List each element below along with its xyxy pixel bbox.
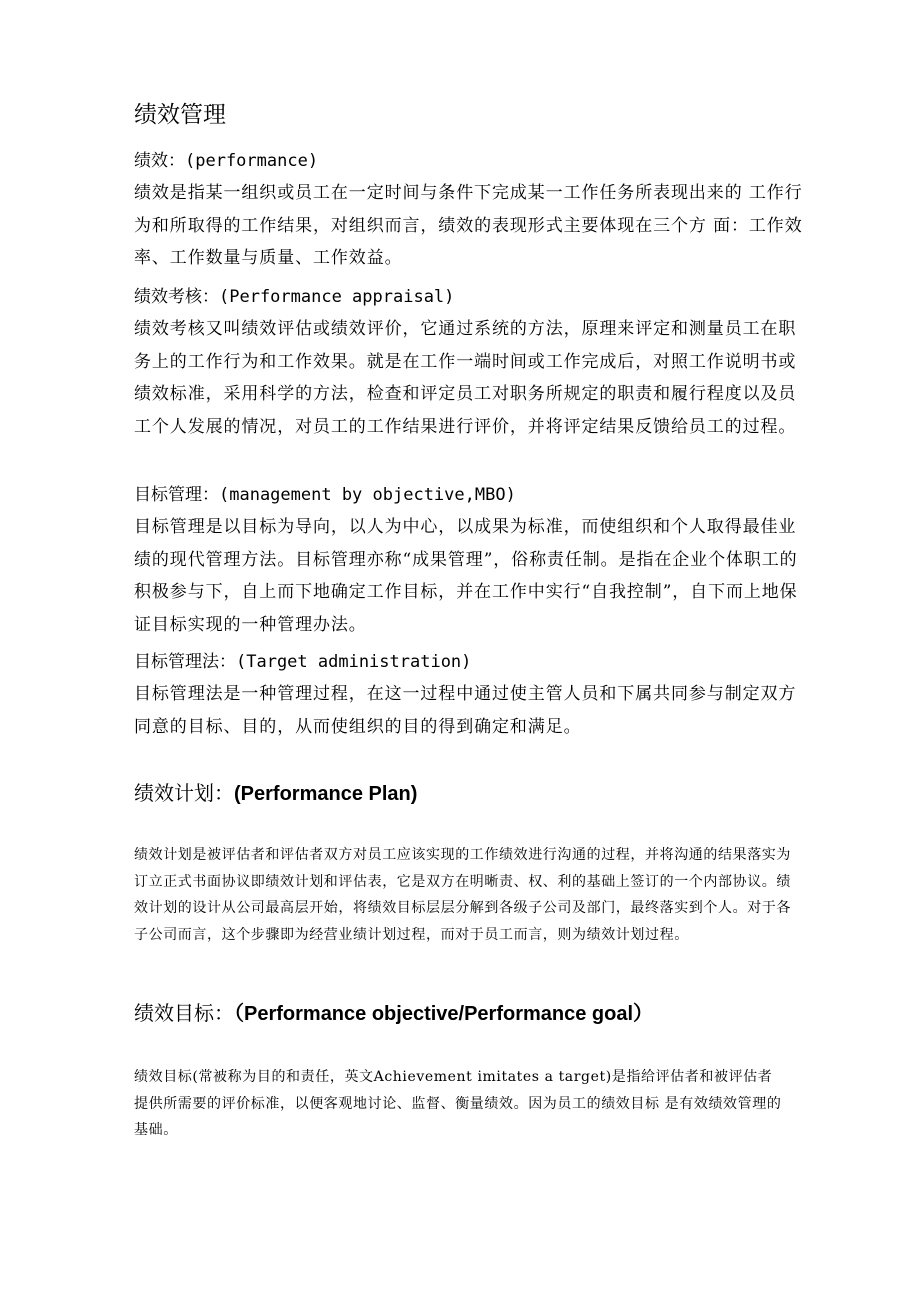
term-definition-appraisal: 绩效考核又叫绩效评估或绩效评价，它通过系统的方法，原理来评定和测量员工在职务上的工作行为和工作效果。就是在工作一端时间或工作完成后，对照工作说明书或绩效标准，采用科学的方法，检查和评定员工对职务所规定的职责和履行程度以及员工个人发展的情况，对员工的工作结果进行评价，并将评定结果反馈给员工的过程。: [134, 319, 797, 437]
section-body-performance-plan: 绩效计划是被评估者和评估者双方对员工应该实现的工作绩效进行沟通的过程，并将沟通的结果落实为订立正式书面协议即绩效计划和评估表，它是双方在明晰责、权、利的基础上签订的一个内部协议。绩效计划的设计从公司最高层开始，将绩效目标层层分解到各级子公司及部门，最终落实到个人。对于各子公司而言，这个步骤即为经营业绩计划过程，而对于员工而言，则为绩效计划过程。: [134, 847, 791, 943]
term-label: 目标管理法：: [134, 652, 236, 672]
section-english: （Performance objective/Performance goal）: [234, 1003, 654, 1025]
section-label: 绩效计划：: [134, 781, 234, 805]
section-heading-performance-plan: [134, 778, 417, 809]
page-title: 绩效管理: [134, 102, 226, 128]
section-heading-performance-objective: [134, 998, 653, 1029]
term-definition-target-administration: 目标管理法是一种管理过程，在这一过程中通过使主管人员和下属共同参与制定双方同意的目标、目的，从而使组织的目的得到确定和满足。: [134, 684, 797, 737]
section-english: (Performance Plan): [234, 783, 418, 805]
section-body-performance-objective: 绩效目标(常被称为目的和责任，英文Achievement imitates a target)是指给评估者和被评估者提供所需要的评价标准，以便客观地讨论、监督、衡量绩效。因为员工的绩效目标 是有效绩效管理的基础。: [134, 1069, 782, 1138]
term-heading-mbo: [134, 479, 794, 511]
term-heading-appraisal: [134, 281, 794, 313]
section-label: 绩效目标：: [134, 1001, 234, 1025]
term-heading-target-administration: [134, 646, 794, 678]
term-heading-performance: [134, 145, 794, 177]
term-label: 绩效考核：: [134, 287, 219, 307]
term-definition-performance: 绩效是指某一组织或员工在一定时间与条件下完成某一工作任务所表现出来的 工作行为和所取得的工作结果，对组织而言，绩效的表现形式主要体现在三个方 面：工作效率、工作数量与质量、工作效益。: [134, 183, 803, 268]
term-label: 绩效：: [134, 151, 185, 171]
term-english: (management by objective,MBO): [219, 485, 516, 505]
term-english: (performance): [185, 151, 319, 171]
term-english: (Performance appraisal): [219, 287, 455, 307]
term-label: 目标管理：: [134, 485, 219, 505]
term-english: (Target administration): [236, 652, 472, 672]
term-definition-mbo: 目标管理是以目标为导向，以人为中心，以成果为标准，而使组织和个人取得最佳业绩的现代管理方法。目标管理亦称“成果管理”，俗称责任制。是指在企业个体职工的积极参与下，自上而下地确定工作目标，并在工作中实行“自我控制”，自下而上地保证目标实现的一种管理办法。: [134, 517, 798, 635]
